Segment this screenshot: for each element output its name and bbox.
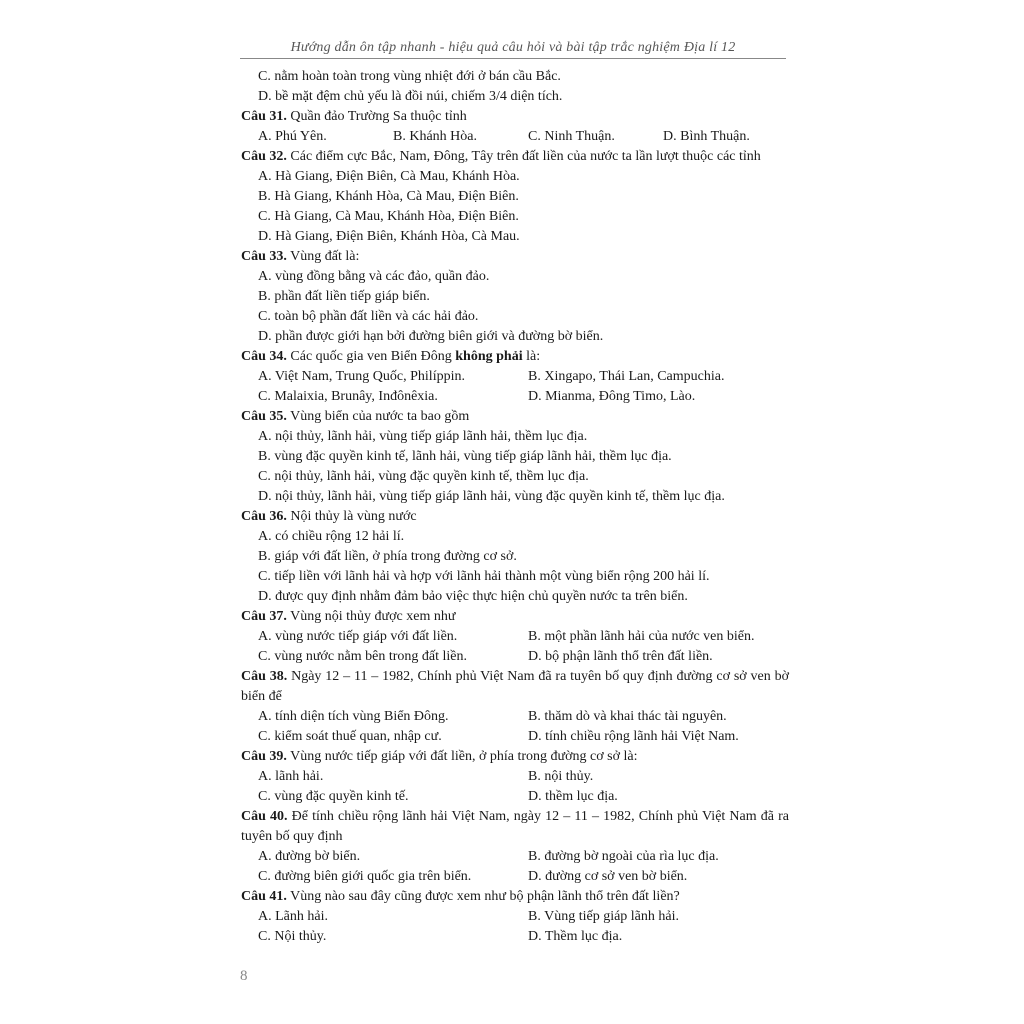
question-number: Câu 37. <box>241 609 287 624</box>
option-c: C. nằm hoàn toàn trong vùng nhiệt đới ở bán cầu Bắc. <box>258 69 561 84</box>
option-a: A. lãnh hải. <box>258 769 324 784</box>
option-a: A. Phú Yên. <box>258 129 327 144</box>
option-d: D. bề mặt đệm chủ yếu là đồi núi, chiếm 3/4 diện tích. <box>258 89 563 104</box>
question-number: Câu 35. <box>241 409 287 424</box>
option-a: A. nội thủy, lãnh hải, vùng tiếp giáp lãnh hải, thềm lục địa. <box>258 429 588 444</box>
option-row <box>241 127 789 147</box>
option-b: B. vùng đặc quyền kinh tế, lãnh hải, vùng tiếp giáp lãnh hải, thềm lục địa. <box>258 449 672 464</box>
question-text: Quần đảo Trường Sa thuộc tỉnh <box>286 109 467 124</box>
option-row <box>241 67 789 87</box>
question-text: Vùng biển của nước ta bao gồm <box>286 409 470 424</box>
question-text: Để tính chiều rộng lãnh hải Việt Nam, ngày 12 – 11 – 1982, Chính phủ Việt Nam đã ra tuyên bố quy định <box>241 809 790 844</box>
option-d: D. được quy định nhằm đảm bảo việc thực hiện chủ quyền nước ta trên biển. <box>258 589 688 604</box>
option-b: B. Xingapo, Thái Lan, Campuchia. <box>528 369 725 384</box>
option-row <box>241 867 789 887</box>
question-text: Vùng nội thủy được xem như <box>286 609 456 624</box>
option-c: C. Ninh Thuận. <box>528 129 615 144</box>
question-number: Câu 31. <box>241 109 287 124</box>
option-d: D. bộ phận lãnh thổ trên đất liền. <box>528 649 713 664</box>
option-row <box>241 527 789 547</box>
option-b: B. giáp với đất liền, ở phía trong đường cơ sở. <box>258 549 517 564</box>
option-row <box>241 307 789 327</box>
option-d: D. Mianma, Đông Timo, Lào. <box>528 389 696 404</box>
question-34 <box>241 347 789 367</box>
question-text: Vùng nước tiếp giáp với đất liền, ở phía trong đường cơ sở là: <box>286 749 638 764</box>
option-a: A. Lãnh hải. <box>258 909 328 924</box>
option-row <box>241 487 789 507</box>
option-row <box>241 287 789 307</box>
option-row <box>241 167 789 187</box>
option-c: C. vùng nước nằm bên trong đất liền. <box>258 649 468 664</box>
option-c: C. kiểm soát thuế quan, nhập cư. <box>258 729 442 744</box>
option-d: D. nội thủy, lãnh hải, vùng tiếp giáp lãnh hải, vùng đặc quyền kinh tế, thềm lục địa. <box>258 489 725 504</box>
option-row <box>241 427 789 447</box>
option-a: A. có chiều rộng 12 hải lí. <box>258 529 405 544</box>
option-b: B. nội thủy. <box>528 769 594 784</box>
question-number: Câu 38. <box>241 669 288 684</box>
option-row <box>241 447 789 467</box>
page-content <box>241 67 789 947</box>
option-row <box>241 847 789 867</box>
option-row <box>241 567 789 587</box>
option-a: A. đường bờ biển. <box>258 849 361 864</box>
question-33 <box>241 247 789 267</box>
option-row <box>241 547 789 567</box>
question-41 <box>241 887 789 907</box>
option-row <box>241 207 789 227</box>
option-a: A. Việt Nam, Trung Quốc, Philíppin. <box>258 369 465 384</box>
option-row <box>241 227 789 247</box>
option-b: B. một phần lãnh hải của nước ven biển. <box>528 629 755 644</box>
option-b: B. đường bờ ngoài của rìa lục địa. <box>528 849 719 864</box>
option-b: B. Khánh Hòa. <box>393 129 477 144</box>
question-32 <box>241 147 789 167</box>
option-c: C. Hà Giang, Cà Mau, Khánh Hòa, Điện Biên. <box>258 209 519 224</box>
question-emphasis: không phải <box>455 349 523 364</box>
question-40 <box>241 807 789 847</box>
option-row <box>241 727 789 747</box>
option-a: A. Hà Giang, Điện Biên, Cà Mau, Khánh Hòa. <box>258 169 520 184</box>
page-number: 8 <box>240 968 248 984</box>
option-row <box>241 267 789 287</box>
option-a: A. vùng nước tiếp giáp với đất liền. <box>258 629 458 644</box>
option-b: B. Hà Giang, Khánh Hòa, Cà Mau, Điện Biên. <box>258 189 519 204</box>
option-row <box>241 327 789 347</box>
question-35 <box>241 407 789 427</box>
question-number: Câu 33. <box>241 249 287 264</box>
option-row <box>241 787 789 807</box>
question-text: Nội thủy là vùng nước <box>286 509 417 524</box>
option-c: C. Nội thủy. <box>258 929 327 944</box>
option-row <box>241 647 789 667</box>
option-c: C. toàn bộ phần đất liền và các hải đảo. <box>258 309 479 324</box>
question-number: Câu 32. <box>241 149 287 164</box>
question-number: Câu 40. <box>241 809 288 824</box>
question-number: Câu 39. <box>241 749 287 764</box>
option-d: D. Bình Thuận. <box>663 129 750 144</box>
option-c: C. tiếp liền với lãnh hải và hợp với lãnh hải thành một vùng biển rộng 200 hải lí. <box>258 569 710 584</box>
option-c: C. đường biên giới quốc gia trên biển. <box>258 869 472 884</box>
option-row <box>241 927 789 947</box>
question-36 <box>241 507 789 527</box>
option-row <box>241 587 789 607</box>
option-b: B. phần đất liền tiếp giáp biển. <box>258 289 430 304</box>
question-37 <box>241 607 789 627</box>
question-31 <box>241 107 789 127</box>
header-rule <box>240 58 786 59</box>
question-39 <box>241 747 789 767</box>
option-row <box>241 907 789 927</box>
question-38 <box>241 667 789 707</box>
option-row <box>241 707 789 727</box>
option-row <box>241 627 789 647</box>
option-b: B. thăm dò và khai thác tài nguyên. <box>528 709 727 724</box>
running-header: Hướng dẫn ôn tập nhanh - hiệu quả câu hỏi và bài tập trắc nghiệm Địa lí 12 <box>290 40 736 55</box>
option-c: C. Malaixia, Brunây, Inđônêxia. <box>258 389 438 404</box>
option-c: C. vùng đặc quyền kinh tế. <box>258 789 409 804</box>
question-text: Vùng nào sau đây cũng được xem như bộ phận lãnh thổ trên đất liền? <box>286 889 680 904</box>
option-row <box>241 767 789 787</box>
option-row <box>241 187 789 207</box>
question-number: Câu 41. <box>241 889 287 904</box>
option-b: B. Vùng tiếp giáp lãnh hải. <box>528 909 679 924</box>
option-row <box>241 87 789 107</box>
question-number: Câu 36. <box>241 509 287 524</box>
option-d: D. phần được giới hạn bởi đường biên giới và đường bờ biển. <box>258 329 604 344</box>
option-row <box>241 367 789 387</box>
option-row <box>241 467 789 487</box>
question-text: Các quốc gia ven Biển Đông <box>286 349 456 364</box>
option-d: D. Hà Giang, Điện Biên, Khánh Hòa, Cà Mau. <box>258 229 520 244</box>
option-d: D. tính chiều rộng lãnh hải Việt Nam. <box>528 729 739 744</box>
option-d: D. đường cơ sở ven bờ biển. <box>528 869 688 884</box>
option-c: C. nội thủy, lãnh hải, vùng đặc quyền kinh tế, thềm lục địa. <box>258 469 589 484</box>
question-text: Các điểm cực Bắc, Nam, Đông, Tây trên đất liền của nước ta lần lượt thuộc các tỉnh <box>286 149 761 164</box>
question-text: Vùng đất là: <box>286 249 360 264</box>
option-d: D. Thềm lục địa. <box>528 929 623 944</box>
option-a: A. tính diện tích vùng Biển Đông. <box>258 709 449 724</box>
option-a: A. vùng đồng bằng và các đảo, quần đảo. <box>258 269 490 284</box>
question-text-end: là: <box>522 349 541 364</box>
question-text: Ngày 12 – 11 – 1982, Chính phủ Việt Nam đã ra tuyên bố quy định đường cơ sở ven bờ biển để <box>241 669 789 704</box>
question-number: Câu 34. <box>241 349 287 364</box>
option-d: D. thềm lục địa. <box>528 789 618 804</box>
option-row <box>241 387 789 407</box>
